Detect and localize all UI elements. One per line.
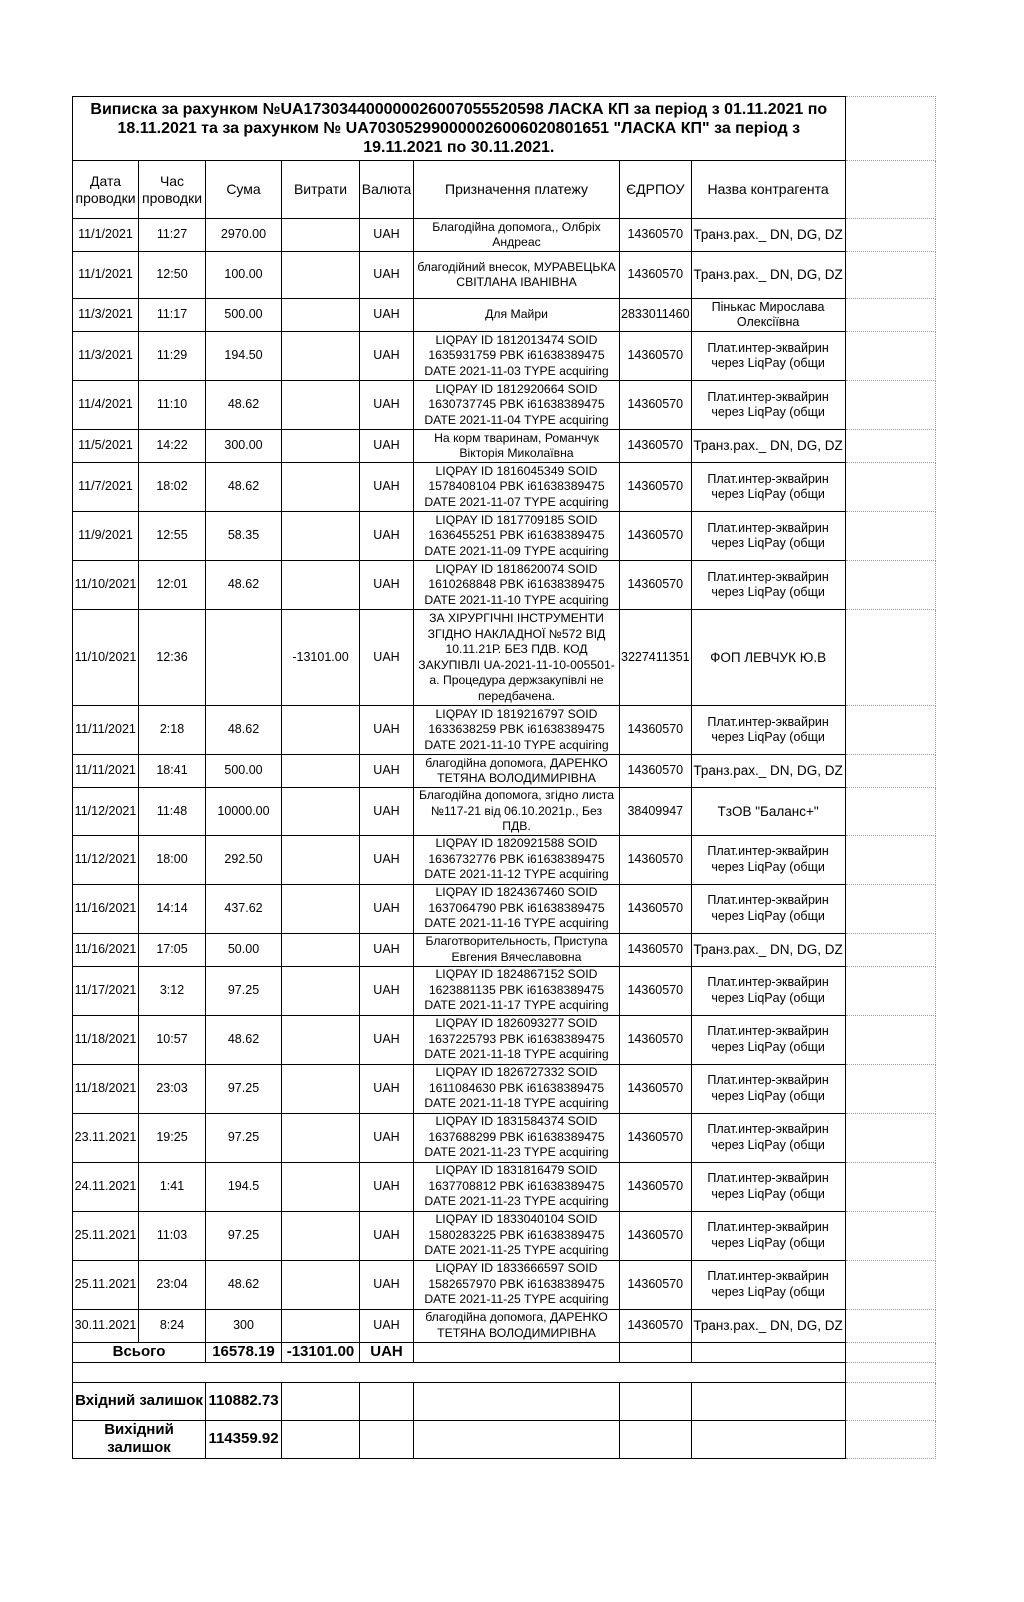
row-edrpou: 14360570 xyxy=(620,706,692,755)
row-edrpou: 14360570 xyxy=(620,381,692,430)
row-time: 19:25 xyxy=(139,1113,206,1162)
row-amount: 48.62 xyxy=(206,706,282,755)
blank-cell xyxy=(845,252,935,299)
blank-cell xyxy=(282,1382,360,1420)
row-counterparty: Плат.интер-эквайрин через LiqPay (общи xyxy=(691,966,845,1015)
row-amount: 97.25 xyxy=(206,1064,282,1113)
row-date: 11/3/2021 xyxy=(73,332,139,381)
blank-cell xyxy=(845,1309,935,1342)
table-row xyxy=(73,966,936,1015)
blank-cell xyxy=(845,1362,935,1382)
blank-cell xyxy=(845,1211,935,1260)
blank-cell xyxy=(845,381,935,430)
header-date: Дата проводки xyxy=(73,161,139,219)
row-time: 12:01 xyxy=(139,561,206,610)
row-counterparty: Плат.интер-эквайрин через LiqPay (общи xyxy=(691,512,845,561)
row-edrpou: 14360570 xyxy=(620,252,692,299)
blank-cell xyxy=(360,1382,414,1420)
row-amount: 500.00 xyxy=(206,755,282,788)
blank-cell xyxy=(845,1162,935,1211)
row-counterparty: Плат.интер-эквайрин через LiqPay (общи xyxy=(691,884,845,933)
row-counterparty: ТзОВ "Баланс+" xyxy=(691,788,845,836)
opening-balance-row xyxy=(73,1382,936,1420)
row-edrpou: 14360570 xyxy=(620,1211,692,1260)
row-currency: UAH xyxy=(360,1309,414,1342)
row-edrpou: 14360570 xyxy=(620,332,692,381)
row-time: 14:14 xyxy=(139,884,206,933)
row-edrpou: 14360570 xyxy=(620,1162,692,1211)
row-time: 11:03 xyxy=(139,1211,206,1260)
blank-cell xyxy=(845,966,935,1015)
blank-cell xyxy=(414,1342,620,1362)
row-date: 11/11/2021 xyxy=(73,755,139,788)
row-currency: UAH xyxy=(360,966,414,1015)
blank-cell xyxy=(845,161,935,219)
row-edrpou: 14360570 xyxy=(620,835,692,884)
header-counterparty: Назва контрагента xyxy=(691,161,845,219)
row-purpose: LIQPAY ID 1826727332 SOID 1611084630 PBK i61638389475 DATE 2021-11-18 TYPE acquiring xyxy=(414,1064,620,1113)
row-date: 11/3/2021 xyxy=(73,299,139,332)
row-expense xyxy=(282,1015,360,1064)
row-amount: 48.62 xyxy=(206,381,282,430)
blank-cell xyxy=(845,1382,935,1420)
table-row xyxy=(73,299,936,332)
row-expense xyxy=(282,1113,360,1162)
row-expense xyxy=(282,755,360,788)
table-row xyxy=(73,332,936,381)
row-counterparty: Плат.интер-эквайрин через LiqPay (общи xyxy=(691,332,845,381)
row-purpose: Благотворительность, Приступа Евгения Вячеславовна xyxy=(414,933,620,966)
row-currency: UAH xyxy=(360,1162,414,1211)
spacer-row xyxy=(73,1362,936,1382)
table-row xyxy=(73,755,936,788)
row-edrpou: 14360570 xyxy=(620,219,692,252)
row-amount: 300.00 xyxy=(206,430,282,463)
row-amount: 194.50 xyxy=(206,332,282,381)
blank-cell xyxy=(845,1015,935,1064)
row-purpose: LIQPAY ID 1819216797 SOID 1633638259 PBK i61638389475 DATE 2021-11-10 TYPE acquiring xyxy=(414,706,620,755)
row-time: 18:02 xyxy=(139,463,206,512)
blank-cell xyxy=(845,706,935,755)
row-purpose: LIQPAY ID 1824367460 SOID 1637064790 PBK i61638389475 DATE 2021-11-16 TYPE acquiring xyxy=(414,884,620,933)
blank-cell xyxy=(845,1420,935,1458)
row-date: 11/5/2021 xyxy=(73,430,139,463)
row-date: 30.11.2021 xyxy=(73,1309,139,1342)
table-row xyxy=(73,381,936,430)
blank-cell xyxy=(691,1420,845,1458)
table-row xyxy=(73,610,936,706)
row-expense xyxy=(282,966,360,1015)
row-counterparty: Плат.интер-эквайрин через LiqPay (общи xyxy=(691,835,845,884)
row-edrpou: 14360570 xyxy=(620,1113,692,1162)
table-row xyxy=(73,788,936,836)
row-currency: UAH xyxy=(360,512,414,561)
row-date: 11/9/2021 xyxy=(73,512,139,561)
row-purpose: LIQPAY ID 1812013474 SOID 1635931759 PBK i61638389475 DATE 2021-11-03 TYPE acquiring xyxy=(414,332,620,381)
row-date: 24.11.2021 xyxy=(73,1162,139,1211)
row-purpose: LIQPAY ID 1826093277 SOID 1637225793 PBK i61638389475 DATE 2021-11-18 TYPE acquiring xyxy=(414,1015,620,1064)
row-time: 14:22 xyxy=(139,430,206,463)
row-amount: 97.25 xyxy=(206,1113,282,1162)
row-currency: UAH xyxy=(360,884,414,933)
blank-cell xyxy=(845,1113,935,1162)
table-row xyxy=(73,1211,936,1260)
table-row xyxy=(73,835,936,884)
row-purpose: LIQPAY ID 1812920664 SOID 1630737745 PBK i61638389475 DATE 2021-11-04 TYPE acquiring xyxy=(414,381,620,430)
header-purpose: Призначення платежу xyxy=(414,161,620,219)
row-counterparty: Плат.интер-эквайрин через LiqPay (общи xyxy=(691,561,845,610)
row-currency: UAH xyxy=(360,252,414,299)
row-purpose: LIQPAY ID 1831584374 SOID 1637688299 PBK i61638389475 DATE 2021-11-23 TYPE acquiring xyxy=(414,1113,620,1162)
row-counterparty: Транз.рах._ DN, DG, DZ xyxy=(691,430,845,463)
row-time: 11:10 xyxy=(139,381,206,430)
row-counterparty: Плат.интер-эквайрин через LiqPay (общи xyxy=(691,1113,845,1162)
blank-cell xyxy=(845,1064,935,1113)
row-date: 11/12/2021 xyxy=(73,835,139,884)
row-currency: UAH xyxy=(360,610,414,706)
row-purpose: LIQPAY ID 1831816479 SOID 1637708812 PBK i61638389475 DATE 2021-11-23 TYPE acquiring xyxy=(414,1162,620,1211)
row-date: 11/7/2021 xyxy=(73,463,139,512)
row-expense xyxy=(282,561,360,610)
row-time: 11:48 xyxy=(139,788,206,836)
row-expense xyxy=(282,512,360,561)
row-counterparty: Плат.интер-эквайрин через LiqPay (общи xyxy=(691,1211,845,1260)
row-counterparty: Плат.интер-эквайрин через LiqPay (общи xyxy=(691,1162,845,1211)
blank-cell xyxy=(845,610,935,706)
row-expense xyxy=(282,463,360,512)
row-currency: UAH xyxy=(360,381,414,430)
row-expense xyxy=(282,332,360,381)
row-currency: UAH xyxy=(360,430,414,463)
row-expense: -13101.00 xyxy=(282,610,360,706)
row-edrpou: 14360570 xyxy=(620,1309,692,1342)
row-purpose: LIQPAY ID 1833040104 SOID 1580283225 PBK i61638389475 DATE 2021-11-25 TYPE acquiring xyxy=(414,1211,620,1260)
row-amount: 194.5 xyxy=(206,1162,282,1211)
row-currency: UAH xyxy=(360,1064,414,1113)
table-row xyxy=(73,1113,936,1162)
row-expense xyxy=(282,299,360,332)
blank-cell xyxy=(414,1420,620,1458)
row-time: 23:04 xyxy=(139,1260,206,1309)
totals-expense: -13101.00 xyxy=(282,1342,360,1362)
row-purpose: Для Майри xyxy=(414,299,620,332)
row-time: 23:03 xyxy=(139,1064,206,1113)
row-time: 17:05 xyxy=(139,933,206,966)
row-time: 11:27 xyxy=(139,219,206,252)
row-currency: UAH xyxy=(360,1260,414,1309)
row-time: 1:41 xyxy=(139,1162,206,1211)
row-purpose: На корм тваринам, Романчук Вікторія Миколаївна xyxy=(414,430,620,463)
row-currency: UAH xyxy=(360,561,414,610)
blank-cell xyxy=(845,430,935,463)
row-expense xyxy=(282,884,360,933)
row-date: 25.11.2021 xyxy=(73,1211,139,1260)
blank-cell xyxy=(845,299,935,332)
table-row xyxy=(73,884,936,933)
row-currency: UAH xyxy=(360,1113,414,1162)
closing-balance-label: Вихідний залишок xyxy=(73,1420,206,1458)
blank-cell xyxy=(845,219,935,252)
row-purpose: LIQPAY ID 1816045349 SOID 1578408104 PBK i61638389475 DATE 2021-11-07 TYPE acquiring xyxy=(414,463,620,512)
row-date: 11/11/2021 xyxy=(73,706,139,755)
row-currency: UAH xyxy=(360,706,414,755)
row-counterparty: Плат.интер-эквайрин через LiqPay (общи xyxy=(691,1015,845,1064)
totals-amount: 16578.19 xyxy=(206,1342,282,1362)
row-amount: 48.62 xyxy=(206,463,282,512)
blank-cell xyxy=(845,933,935,966)
blank-cell xyxy=(691,1382,845,1420)
row-expense xyxy=(282,219,360,252)
row-purpose: Благодійна допомога, згідно листа №117-21 від 06.10.2021р., Без ПДВ. xyxy=(414,788,620,836)
row-amount: 50.00 xyxy=(206,933,282,966)
row-counterparty: Плат.интер-эквайрин через LiqPay (общи xyxy=(691,381,845,430)
row-expense xyxy=(282,788,360,836)
row-currency: UAH xyxy=(360,835,414,884)
blank-cell xyxy=(845,512,935,561)
row-edrpou: 14360570 xyxy=(620,463,692,512)
blank-cell xyxy=(845,97,935,161)
header-edrpou: ЄДРПОУ xyxy=(620,161,692,219)
table-row xyxy=(73,463,936,512)
row-time: 18:00 xyxy=(139,835,206,884)
row-amount: 300 xyxy=(206,1309,282,1342)
table-row xyxy=(73,219,936,252)
row-date: 11/16/2021 xyxy=(73,933,139,966)
row-amount: 97.25 xyxy=(206,1211,282,1260)
row-currency: UAH xyxy=(360,463,414,512)
row-date: 11/18/2021 xyxy=(73,1064,139,1113)
statement-table xyxy=(72,96,936,1459)
header-currency: Валюта xyxy=(360,161,414,219)
row-edrpou: 14360570 xyxy=(620,966,692,1015)
table-row xyxy=(73,1260,936,1309)
blank-cell xyxy=(845,788,935,836)
row-amount: 48.62 xyxy=(206,1260,282,1309)
header-time: Час проводки xyxy=(139,161,206,219)
row-edrpou: 14360570 xyxy=(620,561,692,610)
row-expense xyxy=(282,381,360,430)
row-time: 2:18 xyxy=(139,706,206,755)
row-purpose: благодійна допомога, ДАРЕНКО ТЕТЯНА ВОЛОДИМИРІВНА xyxy=(414,755,620,788)
row-date: 11/10/2021 xyxy=(73,561,139,610)
row-edrpou: 38409947 xyxy=(620,788,692,836)
closing-balance-row xyxy=(73,1420,936,1458)
row-counterparty: ФОП ЛЕВЧУК Ю.В xyxy=(691,610,845,706)
row-date: 11/12/2021 xyxy=(73,788,139,836)
row-currency: UAH xyxy=(360,299,414,332)
row-time: 12:50 xyxy=(139,252,206,299)
row-date: 11/18/2021 xyxy=(73,1015,139,1064)
blank-cell xyxy=(691,1342,845,1362)
row-amount: 10000.00 xyxy=(206,788,282,836)
blank-cell xyxy=(845,561,935,610)
row-currency: UAH xyxy=(360,219,414,252)
row-purpose: LIQPAY ID 1818620074 SOID 1610268848 PBK i61638389475 DATE 2021-11-10 TYPE acquiring xyxy=(414,561,620,610)
table-row xyxy=(73,1064,936,1113)
row-date: 11/16/2021 xyxy=(73,884,139,933)
row-currency: UAH xyxy=(360,755,414,788)
table-row xyxy=(73,252,936,299)
row-date: 25.11.2021 xyxy=(73,1260,139,1309)
row-counterparty: Транз.рах._ DN, DG, DZ xyxy=(691,219,845,252)
row-expense xyxy=(282,1211,360,1260)
table-row xyxy=(73,933,936,966)
row-amount: 2970.00 xyxy=(206,219,282,252)
row-amount: 100.00 xyxy=(206,252,282,299)
row-amount: 58.35 xyxy=(206,512,282,561)
row-purpose: благодійна допомога, ДАРЕНКО ТЕТЯНА ВОЛОДИМИРІВНА xyxy=(414,1309,620,1342)
blank-cell xyxy=(282,1420,360,1458)
blank-cell xyxy=(360,1420,414,1458)
row-counterparty: Плат.интер-эквайрин через LiqPay (общи xyxy=(691,1064,845,1113)
row-counterparty: Плат.интер-эквайрин через LiqPay (общи xyxy=(691,706,845,755)
blank-cell xyxy=(620,1382,692,1420)
table-row xyxy=(73,430,936,463)
opening-balance-value: 110882.73 xyxy=(206,1382,282,1420)
row-currency: UAH xyxy=(360,933,414,966)
blank-cell xyxy=(845,1342,935,1362)
blank-cell xyxy=(845,835,935,884)
row-purpose: благодійний внесок, МУРАВЕЦЬКА СВІТЛАНА ІВАНІВНА xyxy=(414,252,620,299)
blank-cell xyxy=(620,1420,692,1458)
row-expense xyxy=(282,430,360,463)
table-row xyxy=(73,512,936,561)
row-currency: UAH xyxy=(360,332,414,381)
opening-balance-label: Вхідний залишок xyxy=(73,1382,206,1420)
row-edrpou: 14360570 xyxy=(620,884,692,933)
row-amount: 48.62 xyxy=(206,561,282,610)
row-date: 11/1/2021 xyxy=(73,219,139,252)
table-row xyxy=(73,1309,936,1342)
row-purpose: LIQPAY ID 1820921588 SOID 1636732776 PBK i61638389475 DATE 2021-11-12 TYPE acquiring xyxy=(414,835,620,884)
row-edrpou: 14360570 xyxy=(620,512,692,561)
row-amount: 292.50 xyxy=(206,835,282,884)
totals-currency: UAH xyxy=(360,1342,414,1362)
row-edrpou: 14360570 xyxy=(620,430,692,463)
row-time: 8:24 xyxy=(139,1309,206,1342)
row-expense xyxy=(282,1064,360,1113)
row-expense xyxy=(282,706,360,755)
statement-title: Виписка за рахунком №UA173034400000026007055520598 ЛАСКА КП за період з 01.11.2021 по 18.11.2021 та за рахунком № UA703052990000026006020801651 "ЛАСКА КП" за період з 19.11.2021 по 30.11.2021. xyxy=(73,97,846,161)
blank-cell xyxy=(414,1382,620,1420)
header-row xyxy=(73,161,936,219)
row-counterparty: Транз.рах._ DN, DG, DZ xyxy=(691,933,845,966)
row-date: 23.11.2021 xyxy=(73,1113,139,1162)
row-date: 11/4/2021 xyxy=(73,381,139,430)
row-time: 11:29 xyxy=(139,332,206,381)
totals-label: Всього xyxy=(73,1342,206,1362)
blank-cell xyxy=(620,1342,692,1362)
row-edrpou: 14360570 xyxy=(620,755,692,788)
row-counterparty: Транз.рах._ DN, DG, DZ xyxy=(691,252,845,299)
row-currency: UAH xyxy=(360,1015,414,1064)
row-amount xyxy=(206,610,282,706)
row-edrpou: 2833011460 xyxy=(620,299,692,332)
totals-row xyxy=(73,1342,936,1362)
row-amount: 97.25 xyxy=(206,966,282,1015)
row-expense xyxy=(282,933,360,966)
row-edrpou: 14360570 xyxy=(620,1260,692,1309)
row-expense xyxy=(282,1309,360,1342)
row-purpose: ЗА ХІРУРГІЧНІ ІНСТРУМЕНТИ ЗГІДНО НАКЛАДНОЇ №572 ВІД 10.11.21Р. БЕЗ ПДВ. КОД ЗАКУПІВЛІ UA-2021-11-10-005501-а. Процедура держзакупівлі не передбачена. xyxy=(414,610,620,706)
row-purpose: Благодійна допомога,, Олбріх Андреас xyxy=(414,219,620,252)
row-counterparty: Плат.интер-эквайрин через LiqPay (общи xyxy=(691,463,845,512)
row-counterparty: Транз.рах._ DN, DG, DZ xyxy=(691,755,845,788)
row-time: 3:12 xyxy=(139,966,206,1015)
row-expense xyxy=(282,1162,360,1211)
row-expense xyxy=(282,1260,360,1309)
row-edrpou: 14360570 xyxy=(620,1015,692,1064)
row-expense xyxy=(282,252,360,299)
row-purpose: LIQPAY ID 1817709185 SOID 1636455251 PBK i61638389475 DATE 2021-11-09 TYPE acquiring xyxy=(414,512,620,561)
table-row xyxy=(73,1015,936,1064)
row-counterparty: Плат.интер-эквайрин через LiqPay (общи xyxy=(691,1260,845,1309)
row-date: 11/10/2021 xyxy=(73,610,139,706)
blank-cell xyxy=(845,463,935,512)
row-counterparty: Транз.рах._ DN, DG, DZ xyxy=(691,1309,845,1342)
row-time: 18:41 xyxy=(139,755,206,788)
blank-cell xyxy=(73,1362,846,1382)
row-purpose: LIQPAY ID 1824867152 SOID 1623881135 PBK i61638389475 DATE 2021-11-17 TYPE acquiring xyxy=(414,966,620,1015)
table-row xyxy=(73,706,936,755)
blank-cell xyxy=(845,755,935,788)
blank-cell xyxy=(845,332,935,381)
row-edrpou: 14360570 xyxy=(620,1064,692,1113)
row-currency: UAH xyxy=(360,1211,414,1260)
row-edrpou: 14360570 xyxy=(620,933,692,966)
table-row xyxy=(73,561,936,610)
header-expense: Витрати xyxy=(282,161,360,219)
blank-cell xyxy=(845,1260,935,1309)
row-amount: 48.62 xyxy=(206,1015,282,1064)
row-time: 12:55 xyxy=(139,512,206,561)
row-purpose: LIQPAY ID 1833666597 SOID 1582657970 PBK i61638389475 DATE 2021-11-25 TYPE acquiring xyxy=(414,1260,620,1309)
row-date: 11/17/2021 xyxy=(73,966,139,1015)
row-counterparty: Пінькас Мирослава Олексіївна xyxy=(691,299,845,332)
closing-balance-value: 114359.92 xyxy=(206,1420,282,1458)
row-edrpou: 3227411351 xyxy=(620,610,692,706)
row-amount: 500.00 xyxy=(206,299,282,332)
row-time: 10:57 xyxy=(139,1015,206,1064)
row-date: 11/1/2021 xyxy=(73,252,139,299)
table-row xyxy=(73,1162,936,1211)
header-amount: Сума xyxy=(206,161,282,219)
row-expense xyxy=(282,835,360,884)
row-currency: UAH xyxy=(360,788,414,836)
blank-cell xyxy=(845,884,935,933)
row-time: 11:17 xyxy=(139,299,206,332)
row-amount: 437.62 xyxy=(206,884,282,933)
row-time: 12:36 xyxy=(139,610,206,706)
